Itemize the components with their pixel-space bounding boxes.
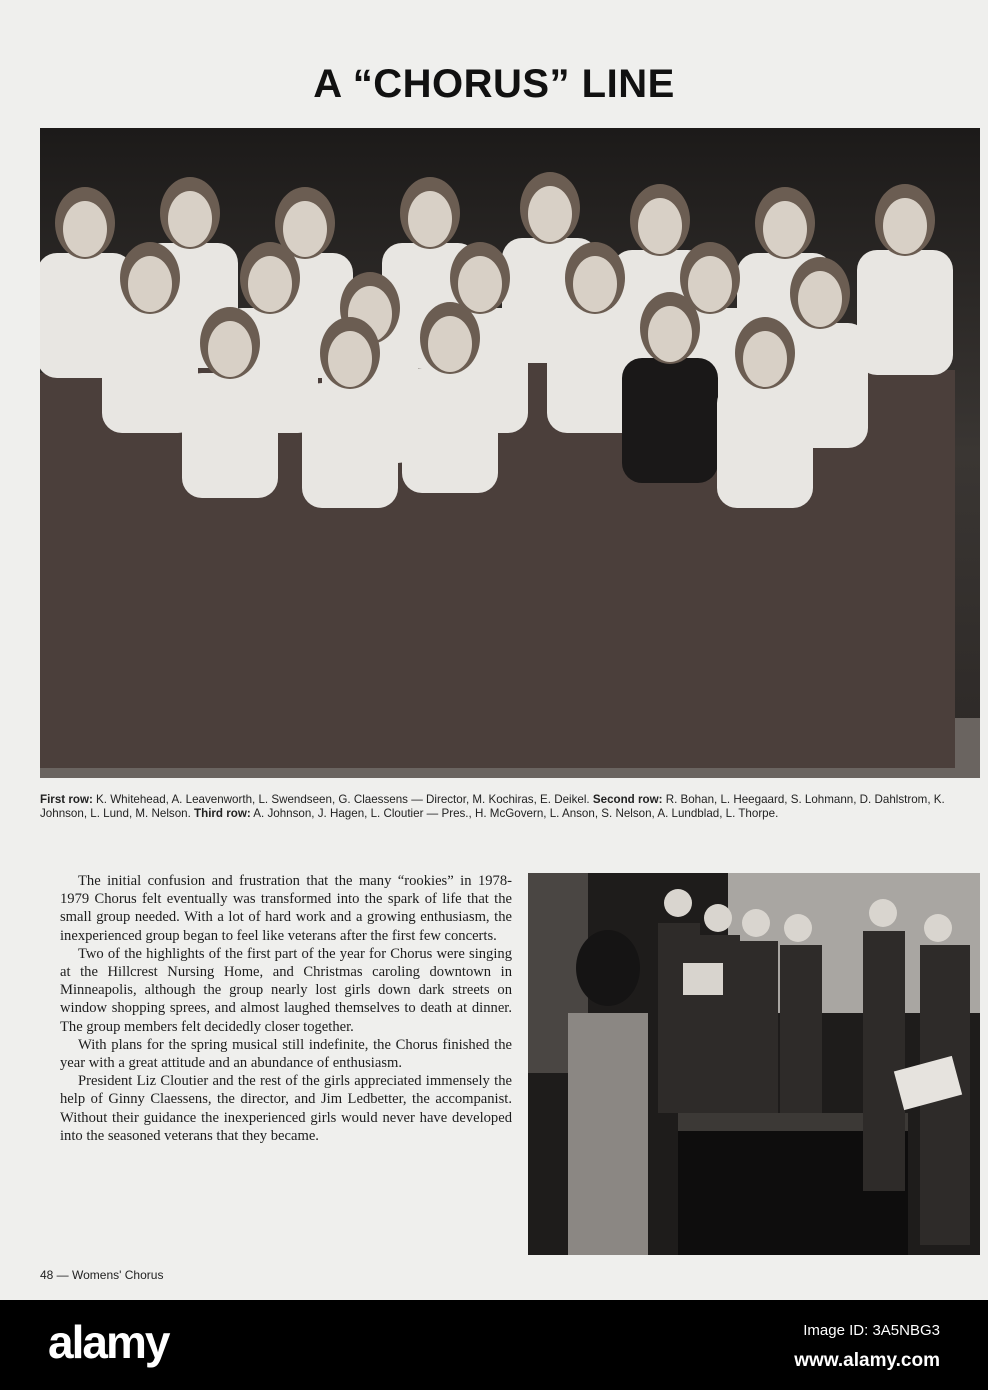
figure-face: [743, 331, 787, 387]
figure-skirt: [620, 478, 720, 768]
figure-face: [128, 256, 172, 312]
figure-face: [208, 321, 252, 377]
figure-face: [573, 256, 617, 312]
figure-skirt: [180, 493, 280, 768]
paragraph: Two of the highlights of the first part of the year for Chorus were singing at the Hillcrest Nursing Home, and Christmas caroling downtown in Minneapolis, although the group nearly lost girls down dark streets on window shopping sprees, and almost laughed themselves to death at dinner. The group members felt decidedly closer together.: [60, 945, 512, 1035]
figure-face: [798, 271, 842, 327]
figure-face: [408, 191, 452, 247]
paragraph: President Liz Cloutier and the rest of the girls appreciated immensely the help of Ginny Claessens, the director, and Jim Ledbetter, the accompanist. Without their guidance the inexperienced girls would never have developed into the seasoned veterans that they became.: [60, 1073, 512, 1144]
figure-face: [528, 186, 572, 242]
paragraph: The initial confusion and frustration that the many “rookies” in 1978-1979 Chorus felt eventually was transformed into the spark of life that the small group needed. With a lot of hard work and a growing enthusiasm, the inexperienced group began to feel like veterans after the first few concerts.: [60, 873, 512, 944]
caption-third-row: A. Johnson, J. Hagen, L. Cloutier — Pres., H. McGovern, L. Anson, S. Nelson, A. Lundblad, L. Thorpe.: [250, 806, 779, 820]
caption-label-third-row: Third row:: [194, 806, 251, 820]
caption-first-row: K. Whitehead, A. Leavenworth, L. Swendseen, G. Claessens — Director, M. Kochiras, E. Deikel.: [92, 793, 593, 806]
figure-top: [622, 358, 718, 483]
photo-caption: [40, 793, 980, 820]
figure-face: [763, 201, 807, 257]
figure-top: [302, 383, 398, 508]
figure-face: [168, 191, 212, 247]
article-body: [60, 872, 512, 1145]
figure-top: [857, 250, 953, 375]
figure-skirt: [400, 488, 500, 768]
figure-face: [458, 256, 502, 312]
caption-label-first-row: First row:: [40, 793, 93, 806]
figure-skirt: [715, 503, 815, 768]
paragraph: With plans for the spring musical still indefinite, the Chorus finished the year with a great attitude and an abundance of enthusiasm.: [60, 1036, 512, 1072]
figure-face: [648, 306, 692, 362]
watermark-url: www.alamy.com: [794, 1350, 940, 1371]
figure-face: [428, 316, 472, 372]
figure-face: [283, 201, 327, 257]
figure-face: [883, 198, 927, 254]
image-id: Image ID: 3A5NBG3: [803, 1322, 940, 1339]
caption-second-row: R. Bohan, L. Heegaard, S. Lohmann, D. Dahlstrom, K. Johnson, L. Lund, M. Nelson.: [40, 793, 945, 820]
watermark-bar: [0, 1300, 988, 1390]
figure-face: [688, 256, 732, 312]
page-title: A “CHORUS” LINE: [313, 62, 675, 106]
figure-top: [717, 383, 813, 508]
figure-face: [248, 256, 292, 312]
figure-top: [402, 368, 498, 493]
figure-face: [638, 198, 682, 254]
figure-face: [63, 201, 107, 257]
rehearsal-photo: [528, 873, 980, 1255]
chorus-group-photo: [40, 128, 980, 778]
alamy-logo: alamy: [48, 1316, 169, 1368]
figure-skirt: [300, 503, 400, 768]
page-footer-folio: 48 — Womens' Chorus: [40, 1268, 164, 1282]
figure-top: [182, 373, 278, 498]
figure-face: [328, 331, 372, 387]
caption-label-second-row: Second row:: [592, 793, 663, 806]
